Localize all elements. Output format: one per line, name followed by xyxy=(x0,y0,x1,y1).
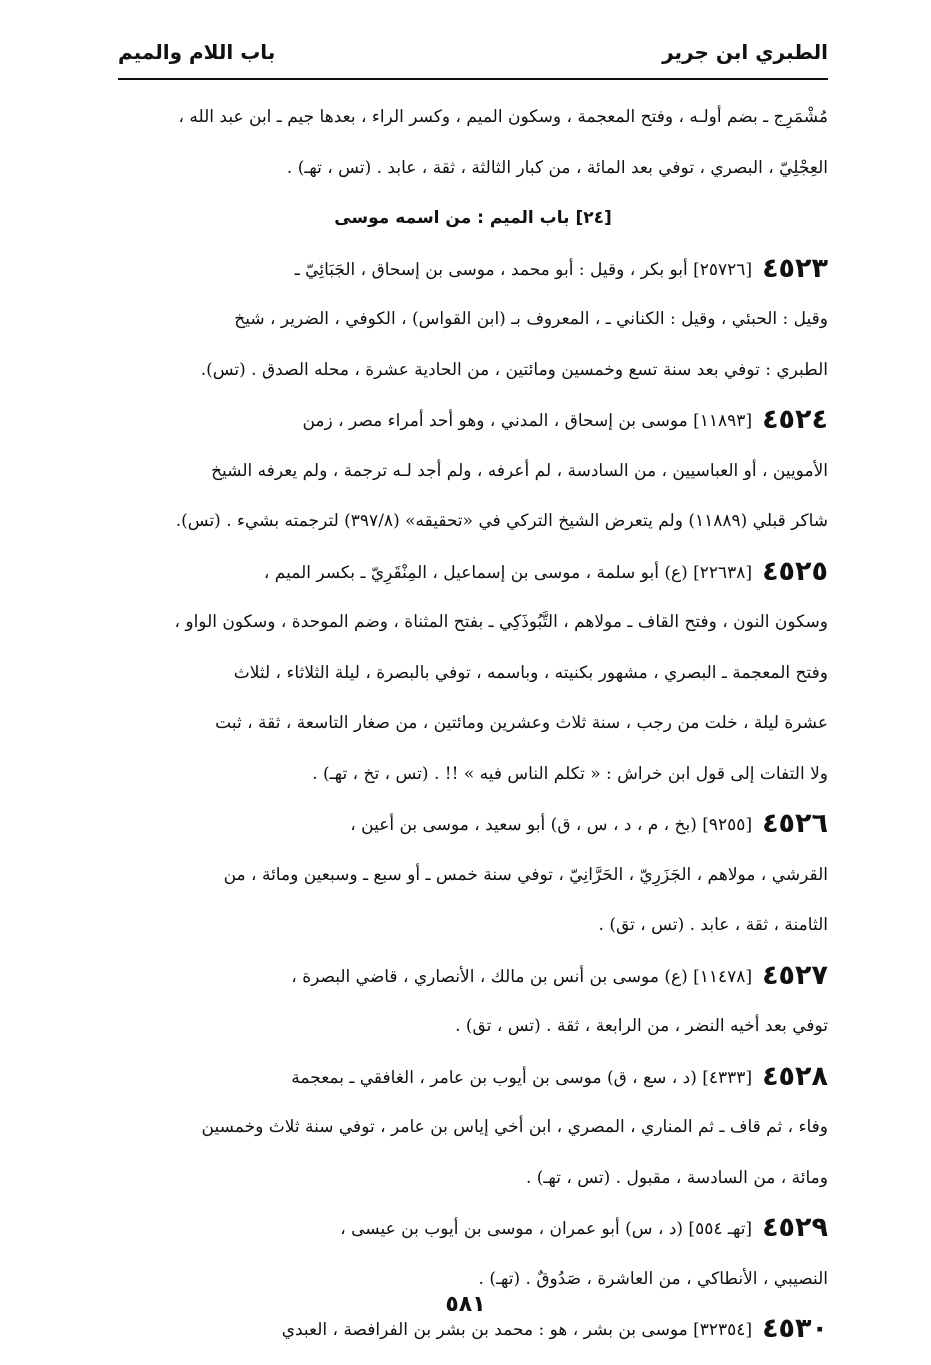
text-line: وفتح المعجمة ـ البصري ، مشهور بكنيته ، وباسمه ، توفي بالبصرة ، ليلة الثلاثاء ، لثلاث xyxy=(233,662,828,683)
entry-first-line xyxy=(118,799,828,850)
text-line: توفي بعد أخيه النضر ، من الرابعة ، ثقة . (تس ، تق) . xyxy=(455,1016,828,1036)
entry-first-line xyxy=(118,395,828,446)
section-heading: [٢٤] باب الميم : من اسمه موسى xyxy=(334,208,612,228)
entry-text: [تهـ ٥٥٤] (د ، س) أبو عمران ، موسى بن أيوب بن عيسى ، xyxy=(340,1219,753,1239)
entry-first-line xyxy=(118,244,828,295)
page-body xyxy=(118,92,828,1355)
entry-first-line xyxy=(118,951,828,1002)
text-line: العِجْلِيّ ، البصري ، توفي بعد المائة ، من كبار الثالثة ، ثقة ، عابد . (تس ، تهـ) . xyxy=(286,157,828,178)
page-number: ٥٨١ xyxy=(445,1292,486,1317)
entry-number: ٤٥٢٥ xyxy=(762,555,828,587)
text-line: الثامنة ، ثقة ، عابد . (تس ، تق) . xyxy=(598,915,828,935)
entry-number: ٤٥٢٩ xyxy=(762,1212,828,1243)
text-line: ومائة ، من السادسة ، مقبول . (تس ، تهـ) . xyxy=(525,1167,828,1188)
entry-number: ٤٥٣٠ xyxy=(762,1313,828,1344)
entry-number: ٤٥٢٨ xyxy=(762,1060,828,1092)
text-line: النصيبي ، الأنطاكي ، من العاشرة ، صَدُوقٌ . (تهـ) . xyxy=(478,1268,828,1289)
entry-first-line xyxy=(118,547,828,598)
entry-text: [١١٤٧٨] (ع) موسى بن أنس بن مالك ، الأنصاري ، قاضي البصرة ، xyxy=(291,966,753,987)
text-line: الطبري : توفي بعد سنة تسع وخمسين ومائتين ، من الحادية عشرة ، محله الصدق . (تس). xyxy=(200,359,828,380)
entry-number: ٤٥٢٦ xyxy=(762,808,828,839)
entry-text: [٣٢٣٥٤] موسى بن بشر ، هو : محمد بن بشر بن الفرافصة ، العبدي xyxy=(281,1320,753,1340)
text-line: وسكون النون ، وفتح القاف ـ مولاهم ، التَّبُوذَكِي ـ بفتح المثناة ، وضم الموحدة ، وسكون الواو ، xyxy=(174,612,828,632)
entry-text: [٤٣٣٣] (د ، سع ، ق) موسى بن أيوب بن عامر ، الغافقي ـ بمعجمة xyxy=(291,1067,753,1088)
running-header xyxy=(118,38,828,78)
entry-text: [٢٥٧٢٦] أبو بكر ، وقيل : أبو محمد ، موسى بن إسحاق ، الجَبَائِيّ ـ xyxy=(294,259,753,280)
entry-text: [٢٢٦٣٨] (ع) أبو سلمة ، موسى بن إسماعيل ، المِنْقَرِيّ ـ بكسر الميم ، xyxy=(263,562,753,583)
entry-first-line xyxy=(118,1052,828,1103)
entry-number: ٤٥٢٣ xyxy=(762,252,828,284)
header-chapter-title: باب اللام والميم xyxy=(118,40,276,64)
header-rule xyxy=(118,78,828,80)
text-line: الأمويين ، أو العباسيين ، من السادسة ، لم أعرفه ، ولم أجد لـه ترجمة ، ولم يعرفه الشيخ xyxy=(211,460,828,481)
text-line: مُشْمَرِج ـ بضم أولـه ، وفتح المعجمة ، وسكون الميم ، وكسر الراء ، بعدها جيم ـ ابن عبد الله ، xyxy=(178,107,828,127)
text-line: عشرة ليلة ، خلت من رجب ، سنة ثلاث وعشرين ومائتين ، من صغار التاسعة ، ثقة ، ثبت xyxy=(215,713,828,733)
entry-text: [٩٢٥٥] (بخ ، م ، د ، س ، ق) أبو سعيد ، موسى بن أعين ، xyxy=(350,815,753,835)
entry-number: ٤٥٢٤ xyxy=(762,404,828,435)
entry-first-line xyxy=(118,1203,828,1254)
text-line: ولا التفات إلى قول ابن خراش : « تكلم الناس فيه » !! . (تس ، تخ ، تهـ) . xyxy=(312,763,828,784)
text-line: وقيل : الحبئي ، وقيل : الكناني ـ ، المعروف بـ (ابن القواس) ، الكوفي ، الضرير ، شيخ xyxy=(234,309,828,329)
entry-text: [١١٨٩٣] موسى بن إسحاق ، المدني ، وهو أحد أمراء مصر ، زمن xyxy=(302,411,753,431)
text-line: وفاء ، ثم قاف ـ ثم المناري ، المصري ، ابن أخي إياس بن عامر ، توفي سنة ثلاث وخمسين xyxy=(201,1117,828,1137)
header-author-title: الطبري ابن جرير xyxy=(662,40,828,64)
text-line: شاكر قبلي (١١٨٨٩) ولم يتعرض الشيخ التركي في «تحقيقه» (٣٩٧/٨) لترجمته بشيء . (تس). xyxy=(175,511,828,531)
entry-number: ٤٥٢٧ xyxy=(762,959,828,991)
text-line: القرشي ، مولاهم ، الجَزَرِيّ ، الحَرَّانِيّ ، توفي سنة خمس ـ أو سبع ـ وسبعين ومائة ، من xyxy=(223,864,828,885)
